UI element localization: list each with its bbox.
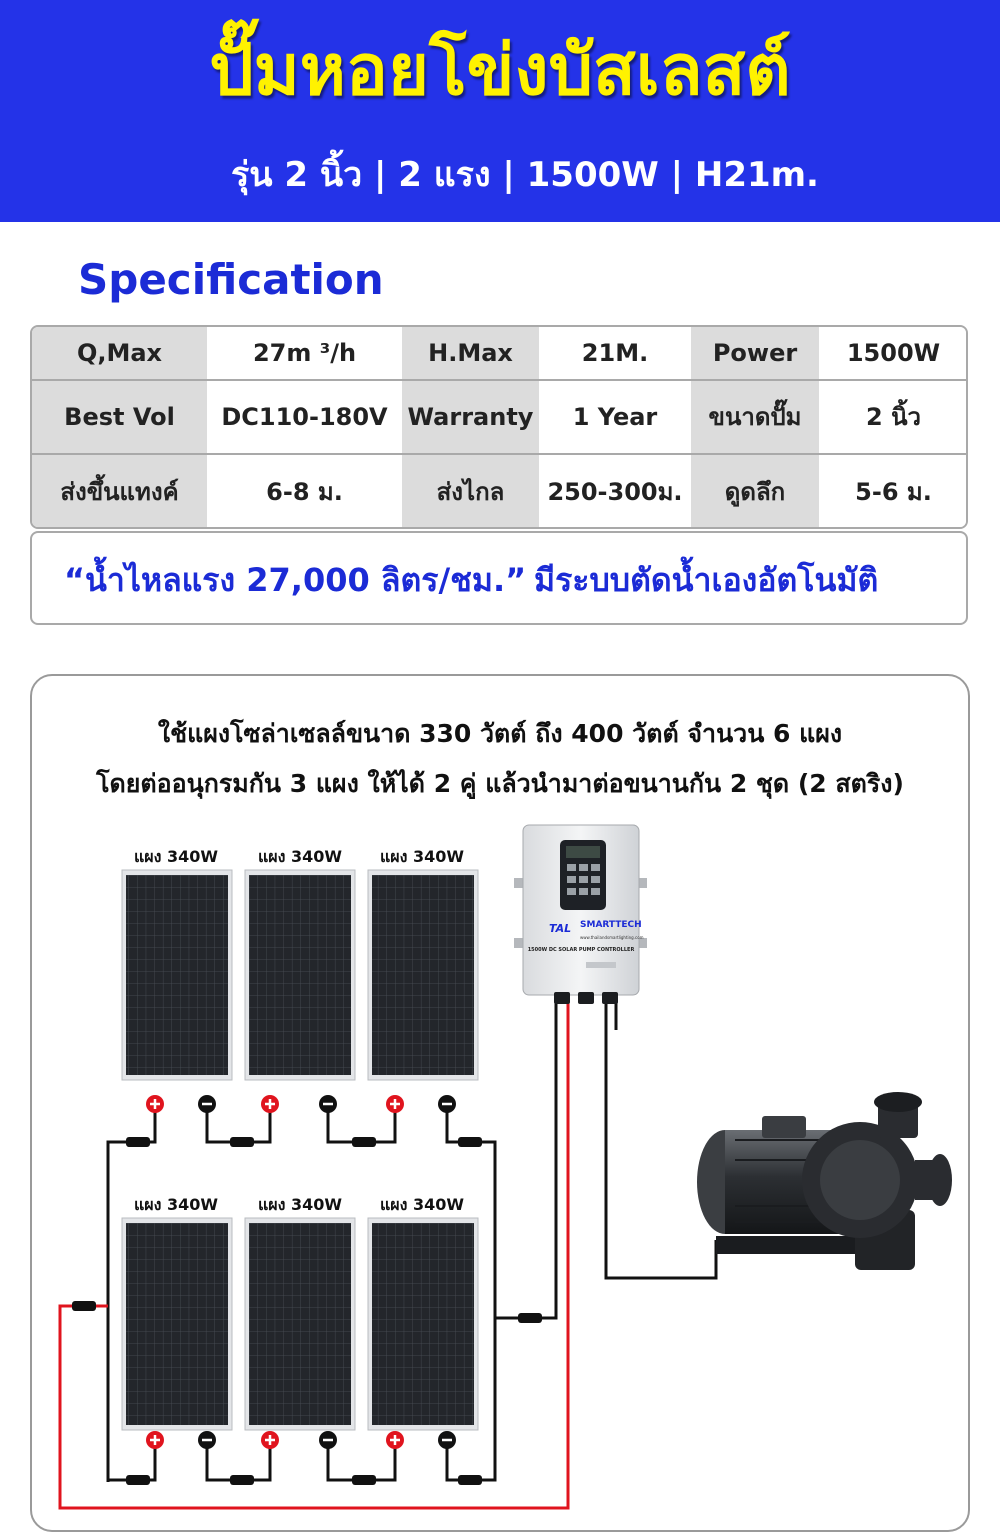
negative-terminal-icon: [319, 1431, 337, 1449]
spec-key: Warranty: [402, 380, 539, 455]
negative-terminal-icon: [198, 1431, 216, 1449]
controller-name: SMARTTECH: [580, 920, 642, 930]
controller-model: 1500W DC SOLAR PUMP CONTROLLER: [527, 947, 635, 953]
solar-panel-icon: [122, 870, 232, 1080]
spec-key: Power: [691, 327, 819, 380]
panel-label: แผง 340W: [133, 1195, 219, 1214]
negative-terminal-icon: [438, 1095, 456, 1113]
centrifugal-pump: [697, 1092, 952, 1270]
solar-panel-icon: [122, 1218, 232, 1430]
panel-label: แผง 340W: [379, 1195, 465, 1214]
spec-key: Best Vol: [32, 380, 207, 455]
spec-value: 1 Year: [539, 380, 691, 455]
solar-panel-icon: [245, 1218, 355, 1430]
solar-panels: [122, 870, 478, 1430]
panel-label: แผง 340W: [133, 847, 219, 866]
negative-terminal-icon: [319, 1095, 337, 1113]
pump-controller: [514, 825, 647, 1004]
product-title: ปั๊มหอยโข่งบัสเลสต์: [209, 29, 791, 111]
auto-cutoff-text: มีระบบตัดน้ำเองอัตโนมัติ: [534, 561, 879, 599]
flow-rate-text: “น้ำไหลแรง 27,000 ลิตร/ชม.”: [64, 561, 527, 599]
spec-key: ดูดลึก: [691, 454, 819, 527]
spec-key: ส่งไกล: [402, 454, 539, 527]
solar-panel-icon: [368, 1218, 478, 1430]
spec-key: ขนาดปั๊ม: [691, 380, 819, 455]
positive-terminal-icon: [386, 1095, 404, 1113]
spec-key: Q,Max: [32, 327, 207, 380]
positive-terminal-icon: [386, 1431, 404, 1449]
spec-value: 27m ³/h: [207, 327, 402, 380]
solar-panel-icon: [368, 870, 478, 1080]
controller-url: www.thailandsmartlighting.com: [580, 935, 644, 940]
spec-value: 1500W: [819, 327, 968, 380]
spec-value: 6-8 ม.: [207, 454, 402, 527]
spec-value: 21M.: [539, 327, 691, 380]
spec-value: 2 นิ้ว: [819, 380, 968, 455]
positive-terminal-icon: [261, 1095, 279, 1113]
positive-terminal-icon: [146, 1095, 164, 1113]
spec-heading: Specification: [78, 255, 384, 304]
spec-value: 250-300ม.: [539, 454, 691, 527]
controller-brand: TAL: [549, 922, 572, 935]
panel-label: แผง 340W: [257, 1195, 343, 1214]
negative-terminal-icon: [438, 1431, 456, 1449]
spec-value: DC110-180V: [207, 380, 402, 455]
positive-terminal-icon: [261, 1431, 279, 1449]
negative-terminal-icon: [198, 1095, 216, 1113]
spec-value: 5-6 ม.: [819, 454, 968, 527]
product-subtitle: รุ่น 2 นิ้ว | 2 แรง | 1500W | H21m.: [231, 155, 819, 195]
panel-label: แผง 340W: [379, 847, 465, 866]
positive-terminal-icon: [146, 1431, 164, 1449]
solar-panel-icon: [245, 870, 355, 1080]
spec-key: H.Max: [402, 327, 539, 380]
diagram-instruction-1: ใช้แผงโซล่าเซลล์ขนาด 330 วัตต์ ถึง 400 วัตต์ จำนวน 6 แผง: [157, 719, 843, 748]
diagram-instruction-2: โดยต่ออนุกรมกัน 3 แผง ให้ได้ 2 คู่ แล้วนำมาต่อขนานกัน 2 ชุด (2 สตริง): [96, 769, 904, 798]
panel-label: แผง 340W: [257, 847, 343, 866]
spec-key: ส่งขึ้นแทงค์: [32, 454, 207, 527]
